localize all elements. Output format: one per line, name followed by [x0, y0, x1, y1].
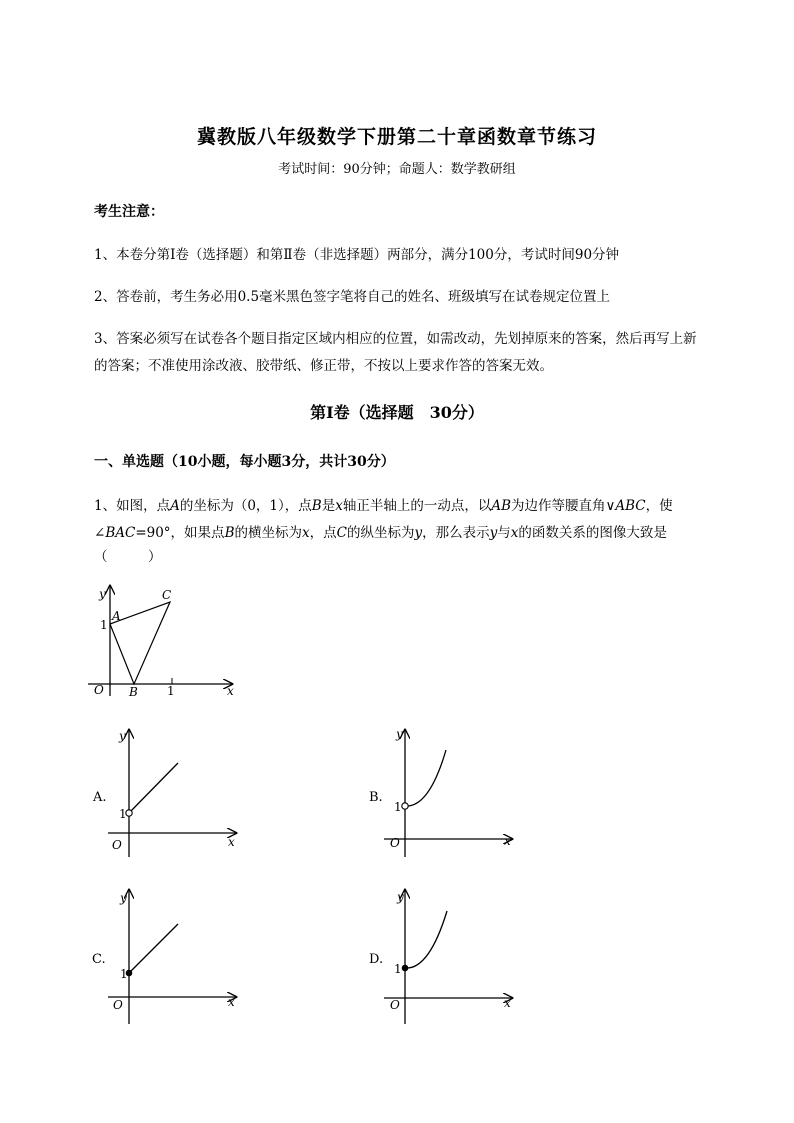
y-label: y: [396, 727, 403, 741]
y-label: y: [120, 891, 127, 905]
point-b-label: B: [129, 685, 138, 699]
x-label: x: [504, 834, 511, 848]
graph-line: [129, 924, 178, 973]
note-item: 3、答案必须写在试卷各个题目指定区域内相应的位置，如需改动，先划掉原来的答案，然后再写上新: [94, 331, 697, 347]
x-tick-label: 1: [167, 684, 175, 698]
origin-label: O: [94, 683, 104, 697]
note-item: 2、答卷前，考生务必用0.5毫米黑色签字笔将自己的姓名、班级填写在试卷规定位置上: [94, 289, 611, 305]
origin-label: O: [112, 838, 122, 852]
option-a-graph: [108, 726, 243, 861]
option-c-label[interactable]: C.: [92, 952, 106, 967]
option-a-label[interactable]: A.: [93, 790, 107, 805]
x-label: x: [227, 684, 234, 698]
point-a-label: A: [112, 609, 121, 623]
y-tick-label: 1: [394, 962, 402, 976]
point-c-label: C: [162, 588, 172, 602]
y-tick-label: 1: [119, 807, 127, 821]
origin-label: O: [390, 836, 400, 850]
exam-info: 考试时间：90分钟；命题人：数学教研组: [278, 162, 516, 177]
page-title: 冀教版八年级数学下册第二十章函数章节练习: [196, 126, 597, 148]
y-label: y: [119, 729, 126, 743]
option-c-graph: [108, 886, 243, 1026]
part-title: 一、单选题（10小题，每小题3分，共计30分）: [94, 454, 395, 470]
option-d-graph: [384, 886, 519, 1026]
question-1-line-3: （ ）: [94, 549, 162, 565]
x-label: x: [504, 996, 511, 1010]
graph-curve: [405, 750, 446, 806]
y-label: y: [99, 587, 106, 601]
question-1-line-2: ∠BAC=90°，如果点B的横坐标为x，点C的纵坐标为y，那么表示y与x的函数关系的图像大致是: [94, 525, 667, 541]
closed-point: [402, 965, 409, 972]
y-tick-label: 1: [120, 967, 128, 981]
graph-curve: [405, 911, 447, 968]
notes-heading: 考生注意：: [94, 204, 164, 220]
note-item: 1、本卷分第I卷（选择题）和第Ⅱ卷（非选择题）两部分，满分100分，考试时间90分钟: [94, 247, 620, 263]
question-1-line-1: 1、如图，点A的坐标为（0，1），点B是x轴正半轴上的一动点，以AB为边作等腰直角∨ABC，使: [94, 498, 673, 514]
x-label: x: [228, 995, 235, 1009]
section-title: 第I卷（选择题 30分）: [310, 403, 484, 422]
question-figure: [88, 582, 248, 702]
origin-label: O: [113, 998, 123, 1012]
option-b-label[interactable]: B.: [369, 790, 383, 805]
open-point: [402, 803, 408, 809]
origin-label: O: [390, 998, 400, 1012]
note-item: 的答案；不准使用涂改液、胶带纸、修正带，不按以上要求作答的答案无效。: [94, 358, 553, 374]
open-point: [126, 810, 132, 816]
option-b-graph: [384, 726, 519, 861]
x-label: x: [228, 835, 235, 849]
y-tick-label: 1: [394, 800, 402, 814]
option-d-label[interactable]: D.: [369, 952, 384, 967]
graph-line: [129, 763, 178, 813]
y-label: y: [397, 890, 404, 904]
y-tick-label: 1: [100, 618, 108, 632]
